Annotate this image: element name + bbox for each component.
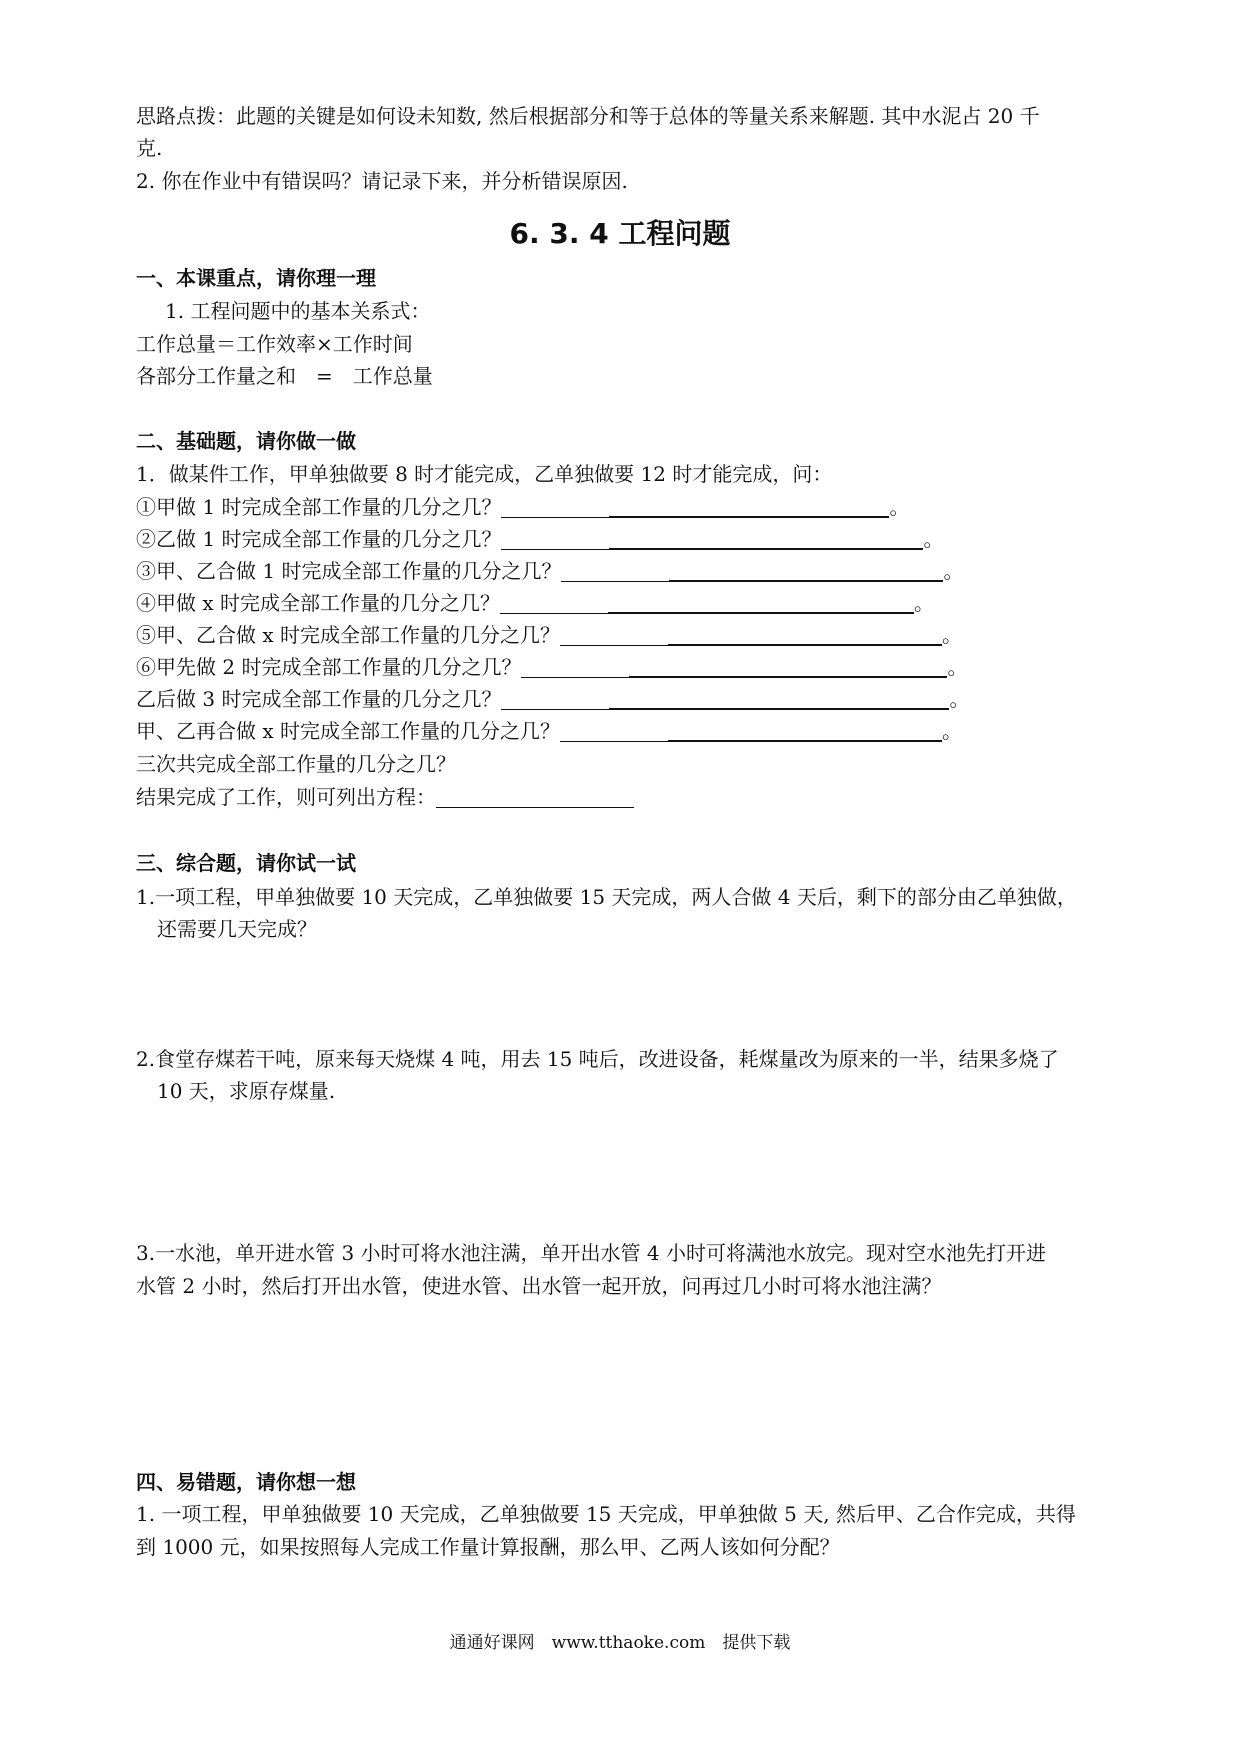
page-title: 6. 3. 4 工程问题 (509, 217, 731, 250)
sub-question-3: ③甲、乙合做 1 时完成全部工作量的几分之几？ 。 (136, 559, 964, 583)
sub-question-5: ⑤甲、乙合做 x 时完成全部工作量的几分之几？ 。 (136, 623, 962, 647)
sub-question-7: 乙后做 3 时完成全部工作量的几分之几？ 。 (136, 687, 970, 711)
answer-blank[interactable] (500, 593, 608, 614)
sub-question-4: ④甲做 x 时完成全部工作量的几分之几？ 。 (136, 591, 934, 615)
section1-item1: 1. 工程问题中的基本关系式： (165, 299, 431, 323)
section3-q2-line1: 2.食堂存煤若干吨，原来每天烧煤 4 吨，用去 15 吨后，改进设备，耗煤量改为原来的一半，结果多烧了 (136, 1047, 1059, 1071)
section3-q1-line2: 还需要几天完成？ (157, 917, 317, 941)
answer-blank[interactable] (609, 496, 889, 518)
answer-blank[interactable] (609, 528, 923, 550)
formula-1: 工作总量＝工作效率×工作时间 (136, 332, 413, 356)
answer-blank[interactable] (668, 720, 942, 742)
section3-heading: 三、综合题，请你试一试 (136, 851, 356, 875)
sub-question-1: ①甲做 1 时完成全部工作量的几分之几？ 。 (136, 495, 910, 519)
section3-q3-line1: 3.一水池，单开进水管 3 小时可将水池注满，单开出水管 4 小时可将满池水放完。现对空水池先打开进 (136, 1241, 1046, 1265)
section1-heading: 一、本课重点，请你理一理 (136, 266, 376, 290)
answer-blank[interactable] (561, 561, 669, 582)
page-footer: 通通好课网 www.tthaoke.com 提供下载 (449, 1633, 791, 1653)
section3-q3-line2: 水管 2 小时，然后打开出水管，使进水管、出水管一起开放，问再过几小时可将水池注满？ (136, 1274, 942, 1298)
answer-blank[interactable] (560, 625, 668, 646)
answer-blank[interactable] (501, 689, 609, 710)
top-item-2: 2. 你在作业中有错误吗？请记录下来，并分析错误原因. (136, 169, 628, 193)
sub-question-6: ⑥甲先做 2 时完成全部工作量的几分之几？ 。 (136, 655, 968, 679)
answer-blank[interactable] (521, 657, 629, 678)
answer-blank[interactable] (669, 560, 943, 582)
equation-question: 结果完成了工作，则可列出方程： (136, 784, 634, 810)
section2-heading: 二、基础题，请你做一做 (136, 429, 356, 453)
answer-blank[interactable] (608, 592, 914, 614)
section3-q1-line1: 1.一项工程，甲单独做要 10 天完成，乙单独做要 15 天完成，两人合做 4 天后，剩下的部分由乙单独做， (136, 885, 1077, 909)
three-times-question: 三次共完成全部工作量的几分之几？ (136, 752, 456, 776)
section3-q2-line2: 10 天，求原存煤量. (157, 1079, 336, 1103)
answer-blank[interactable] (560, 721, 668, 742)
hint-line-2: 克. (136, 136, 163, 160)
answer-blank[interactable] (501, 529, 609, 550)
sub-question-8: 甲、乙再合做 x 时完成全部工作量的几分之几？ 。 (136, 719, 962, 743)
answer-blank[interactable] (629, 656, 947, 678)
sub-question-2: ②乙做 1 时完成全部工作量的几分之几？ 。 (136, 527, 944, 551)
section4-q1-line1: 1. 一项工程，甲单独做要 10 天完成，乙单独做要 15 天完成，甲单独做 5 天, 然后甲、乙合作完成，共得 (136, 1502, 1076, 1526)
answer-blank[interactable] (609, 688, 949, 710)
answer-blank[interactable] (501, 497, 609, 518)
section2-q1: 1．做某件工作，甲单独做要 8 时才能完成，乙单独做要 12 时才能完成，问： (136, 462, 833, 486)
formula-2: 各部分工作量之和 = 工作总量 (136, 364, 433, 388)
section4-heading: 四、易错题，请你想一想 (136, 1470, 356, 1494)
hint-line-1: 思路点拨：此题的关键是如何设未知数, 然后根据部分和等于总体的等量关系来解题. 其中水泥占 20 千 (136, 104, 1040, 128)
equation-blank[interactable] (436, 787, 634, 808)
section4-q1-line2: 到 1000 元，如果按照每人完成工作量计算报酬，那么甲、乙两人该如何分配？ (136, 1535, 840, 1559)
answer-blank[interactable] (668, 624, 942, 646)
